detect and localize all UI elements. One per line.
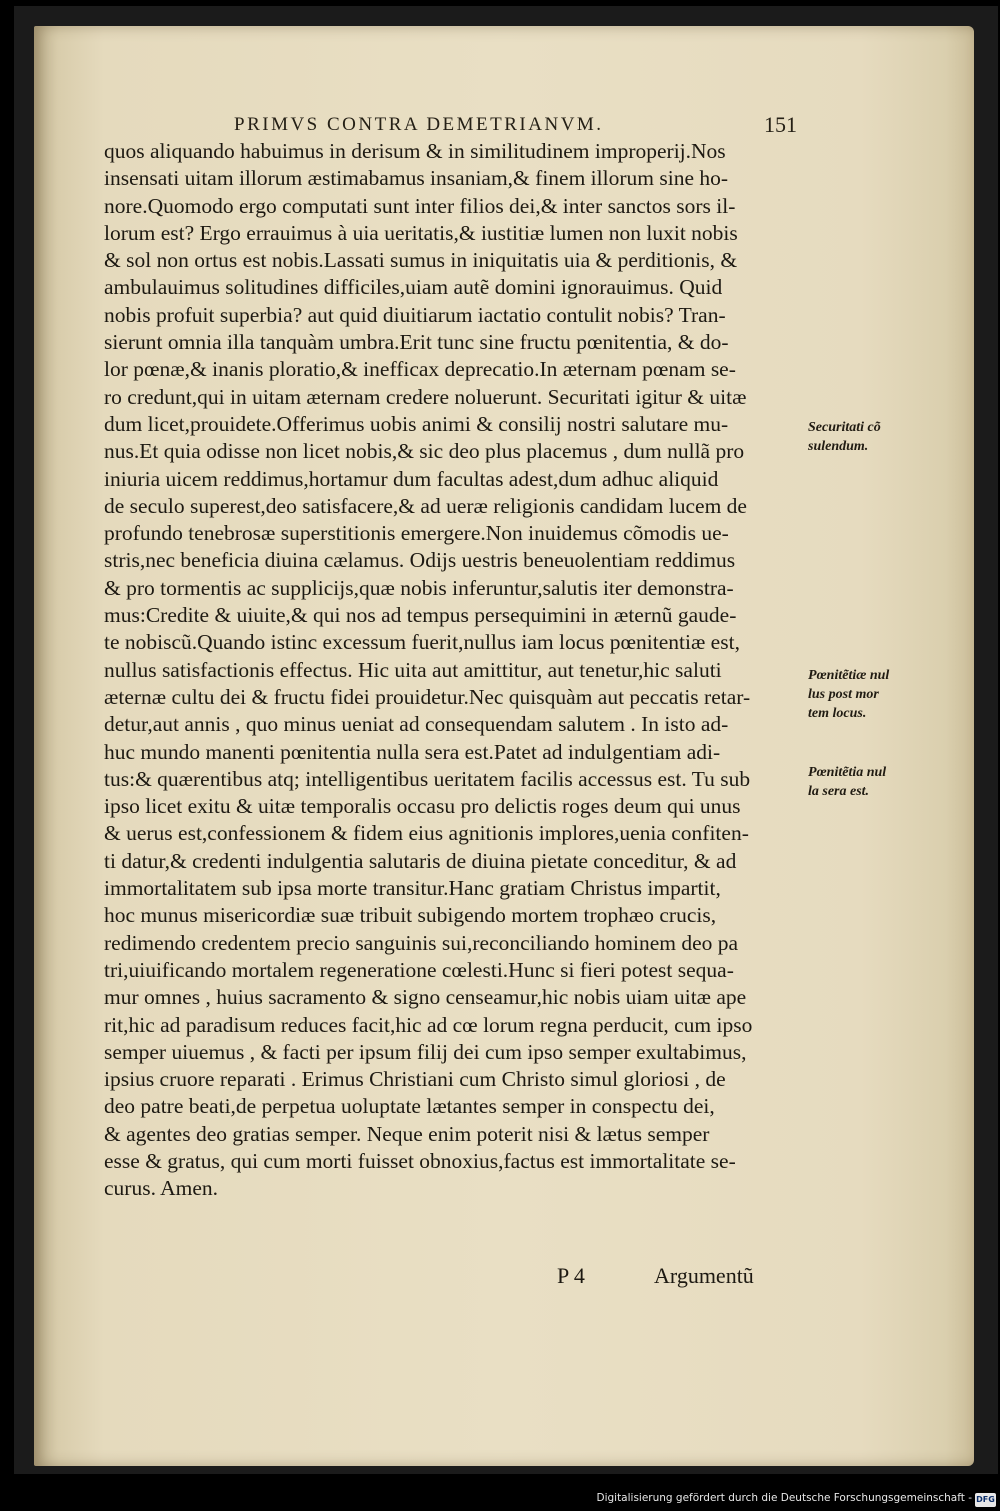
text-line: mus:Credite & uiuite,& qui nos ad tempus persequimini in æternũ gaude-	[104, 603, 737, 628]
margin-note-line: lus post mor	[808, 687, 879, 702]
text-line: immortalitatem sub ipsa morte transitur.Hanc gratiam Christus impartit,	[104, 876, 721, 901]
text-line: dum licet,prouidete.Offerimus uobis animi & consilij nostri salutare mu-	[104, 411, 729, 436]
margin-note-line: la sera est.	[808, 784, 870, 799]
text-line: tus:& quærentibus atq; intelligentibus ueritatem facilis accessus est. Tu sub	[104, 766, 751, 791]
text-line: te nobiscũ.Quando istinc excessum fuerit,nullus iam locus pœnitentiæ est,	[104, 630, 740, 655]
margin-note-line: Pœnitẽtiæ nul	[808, 668, 890, 683]
text-line: semper uiuemus , & facti per ipsum filij dei cum ipso semper exultabimus,	[104, 1039, 747, 1064]
credit-bar	[0, 1490, 1000, 1511]
text-line: huc mundo manenti pœnitentia nulla sera est.Patet ad indulgentiam adi-	[104, 739, 721, 764]
text-line: & agentes deo gratias semper. Neque enim poterit nisi & lætus semper	[104, 1121, 710, 1146]
signature-mark: P 4	[557, 1263, 585, 1288]
text-line: de seculo superest,deo satisfacere,& ad ueræ religionis candidam lucem de	[104, 493, 747, 518]
text-line: lor pœnæ,& inanis ploratio,& inefficax deprecatio.In æternam pœnam se-	[104, 357, 736, 382]
running-head: PRIMVS CONTRA DEMETRIANVM.	[234, 114, 604, 135]
text-line: insensati uitam illorum æstimabamus insaniam,& finem illorum sine ho-	[104, 166, 729, 191]
text-line: curus. Amen.	[104, 1176, 219, 1201]
text-line: nore.Quomodo ergo computati sunt inter filios dei,& inter sanctos sors il-	[104, 193, 736, 218]
text-line: ipsius cruore reparati . Erimus Christiani cum Christo simul gloriosi , de	[104, 1067, 726, 1092]
margin-note-securitati	[808, 418, 918, 456]
folio-number: 151	[764, 112, 797, 137]
text-line: æternæ cultu dei & fructu fidei prouidetur.Nec quisquàm aut peccatis retar-	[104, 684, 751, 709]
text-line: hoc munus misericordiæ suæ tribuit subigendo mortem trophæo crucis,	[104, 903, 717, 928]
text-line: ipso licet exitu & uitæ temporalis occasu pro delictis roges deum qui unus	[104, 794, 741, 819]
margin-note-line: Pœnitẽtia nul	[808, 765, 887, 780]
text-line: quos aliquando habuimus in derisum & in similitudinem improperij.Nos	[104, 139, 726, 163]
margin-note-line: sulendum.	[808, 439, 869, 454]
text-line: esse & gratus, qui cum morti fuisset obnoxius,factus est immortalitate se-	[104, 1148, 736, 1173]
body-text	[104, 138, 804, 1203]
margin-note-poenitentia-sera	[808, 763, 918, 801]
text-line: & uerus est,confessionem & fidem eius agnitionis implores,uenia confiten-	[104, 821, 749, 846]
text-line: detur,aut annis , quo minus ueniat ad consequendam salutem . In isto ad-	[104, 712, 729, 737]
margin-note-poenitentiae	[808, 666, 918, 723]
text-line: lorum est? Ergo errauimus à uia ueritatis,& iustitiæ lumen non luxit nobis	[104, 220, 738, 245]
book-page	[34, 26, 974, 1466]
margin-note-line: tem locus.	[808, 706, 867, 721]
text-line: deo patre beati,de perpetua uoluptate lætantes semper in conspectu dei,	[104, 1094, 715, 1119]
text-line: ambulauimus solitudines difficiles,uiam autẽ domini ignorauimus. Quid	[104, 275, 723, 300]
dfg-logo: DFG	[975, 1493, 996, 1507]
margin-note-line: Securitati cõ	[808, 420, 881, 435]
text-line: ti datur,& credenti indulgentia salutaris de diuina pietate conceditur, & ad	[104, 848, 737, 873]
text-line: mur omnes , huius sacramento & signo censeamur,hic nobis uiam uitæ ape	[104, 985, 747, 1010]
text-line: stris,nec beneficia diuina cælamus. Odijs uestris beneuolentiam reddimus	[104, 548, 736, 573]
scan-background	[14, 6, 998, 1474]
text-line: nullus satisfactionis effectus. Hic uita aut amittitur, aut tenetur,hic saluti	[104, 657, 722, 682]
text-line: profundo tenebrosæ superstitionis emergere.Non inuidemus cõmodis ue-	[104, 521, 729, 546]
funding-credit: Digitalisierung gefördert durch die Deutsche Forschungsgemeinschaft -	[596, 1492, 972, 1504]
text-line: redimendo credentem precio sanguinis sui,reconciliando hominem deo pa	[104, 930, 739, 955]
text-line: rit,hic ad paradisum reduces facit,hic ad cœ lorum regna perducit, cum ipso	[104, 1012, 753, 1037]
text-line: iniuria uicem reddimus,hortamur dum facultas adest,dum adhuc aliquid	[104, 466, 719, 491]
text-line: nus.Et quia odisse non licet nobis,& sic deo plus placemus , dum nullã pro	[104, 439, 745, 464]
text-line: ro credunt,qui in uitam æternam credere noluerunt. Securitati igitur & uitæ	[104, 384, 747, 409]
catchword: Argumentũ	[654, 1263, 754, 1288]
text-line: nobis profuit superbia? aut quid diuitiarum iactatio contulit nobis? Tran-	[104, 302, 726, 327]
text-line: sierunt omnia illa tanquàm umbra.Erit tunc sine fructu pœnitentia, & do-	[104, 330, 729, 355]
text-line: tri,uiuificando mortalem regeneratione cœlesti.Hunc si fieri potest sequa-	[104, 957, 734, 982]
text-line: & pro tormentis ac supplicijs,quæ nobis inferuntur,salutis iter demonstra-	[104, 575, 734, 600]
text-line: & sol non ortus est nobis.Lassati sumus in iniquitatis uia & perditionis, &	[104, 248, 738, 273]
